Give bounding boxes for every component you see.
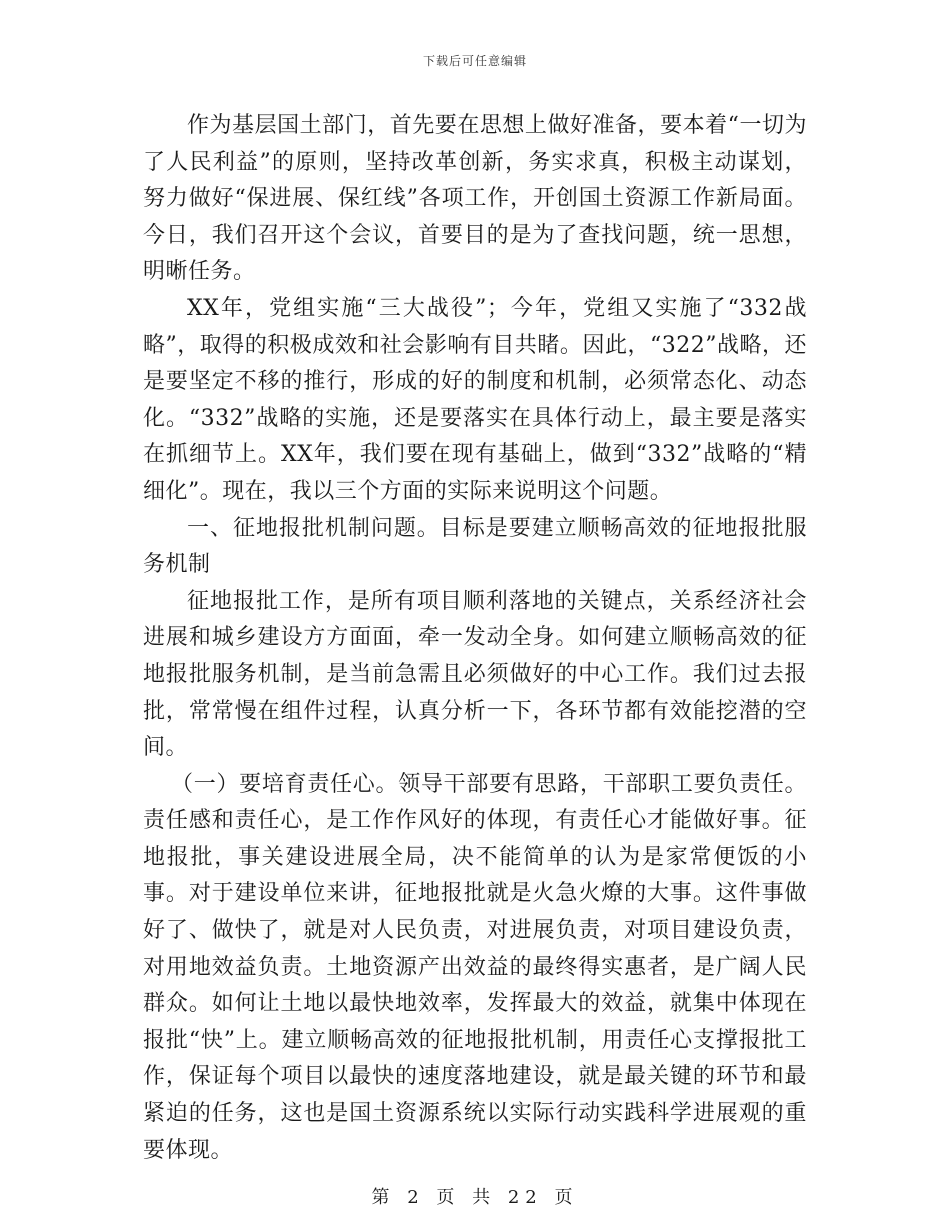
page-header: 下载后可任意编辑 xyxy=(422,54,527,68)
section-heading-land-approval: 一、征地报批机制问题。目标是要建立顺畅高效的征地报批服务机制 xyxy=(143,515,807,578)
paragraph-intro: 作为基层国土部门，首先要在思想上做好准备，要本着“一切为了人民利益”的原则，坚持改革创新，务实求真，积极主动谋划，努力做好“保进展、保红线”各项工作，开创国土资源工作新局面。今日，我们召开这个会议，首要目的是为了查找问题，统一思想，明晰任务。 xyxy=(143,113,807,285)
paragraph-land-approval: 征地报批工作，是所有项目顺利落地的关键点，关系经济社会进展和城乡建设方方面面，牵一发动全身。如何建立顺畅高效的征地报批服务机制，是当前急需且必须做好的中心工作。我们过去报批，常常慢在组件过程，认真分析一下，各环节都有效能挖潜的空间。 xyxy=(143,588,807,761)
document-body xyxy=(143,108,807,1169)
paragraph-strategy: XX年，党组实施“三大战役”；今年，党组又实施了“332战略”，取得的积极成效和社会影响有目共睹。因此，“322”战略，还是要坚定不移的推行，形成的好的制度和机制，必须常态化、动态化。“332”战略的实施，还是要落实在具体行动上，最主要是落实在抓细节上。XX年，我们要在现有基础上，做到“332”战略的“精细化”。现在，我以三个方面的实际来说明这个问题。 xyxy=(143,295,807,504)
paragraph-responsibility: （一）要培育责任心。领导干部要有思路，干部职工要负责任。责任感和责任心，是工作作风好的体现，有责任心才能做好事。征地报批，事关建设进展全局，决不能简单的认为是家常便饭的小事。对于建设单位来讲，征地报批就是火急火燎的大事。这件事做好了、做快了，就是对人民负责，对进展负责，对项目建设负责，对用地效益负责。土地资源产出效益的最终得实惠者，是广阔人民群众。如何让土地以最快地效率，发挥最大的效益，就集中体现在报批“快”上。建立顺畅高效的征地报批机制，用责任心支撑报批工作，保证每个项目以最快的速度落地建设，就是最关键的环节和最紧迫的任务，这也是国土资源系统以实际行动实践科学进展观的重要体现。 xyxy=(143,771,807,1163)
page-number-footer: 第 2 页 共 22 页 xyxy=(371,1187,579,1208)
